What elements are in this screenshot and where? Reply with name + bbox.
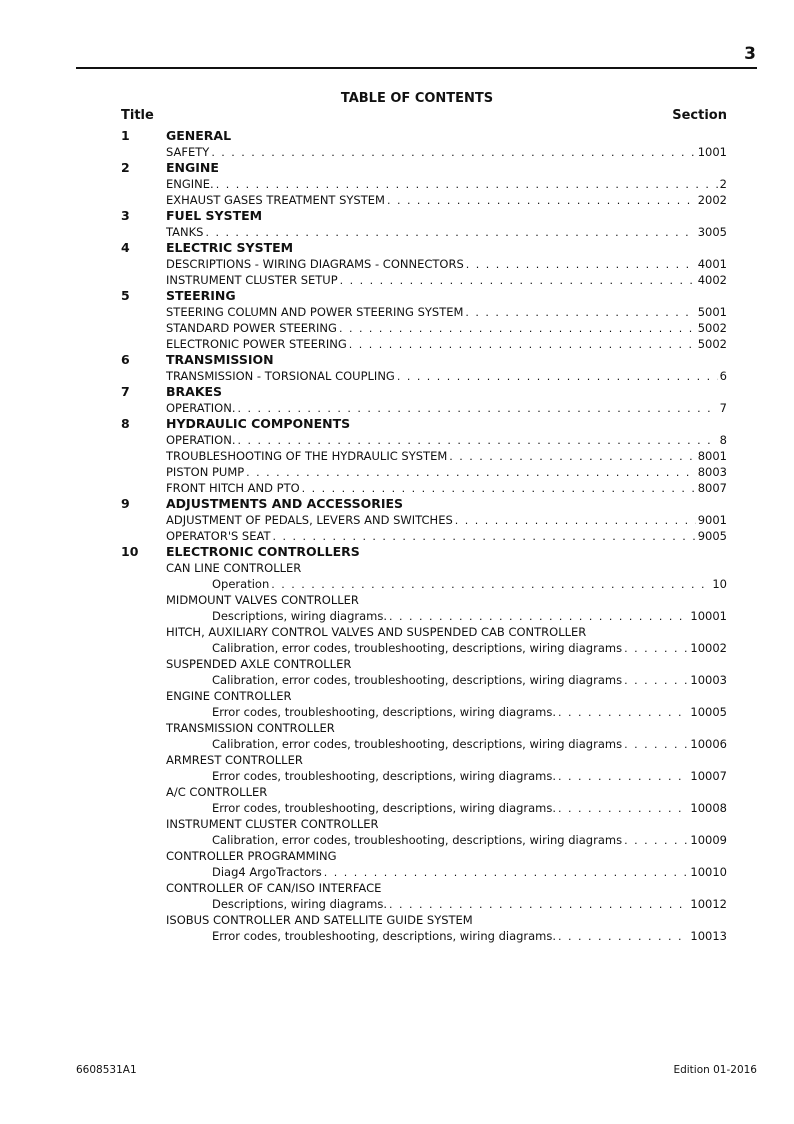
chapter-number: 1	[121, 128, 130, 143]
toc-entry-section: 10008	[690, 801, 727, 815]
dot-leader	[271, 577, 710, 592]
toc-entry-section: 8007	[697, 481, 727, 495]
toc-entry[interactable]	[212, 704, 727, 720]
toc-entry-label: TRANSMISSION - TORSIONAL COUPLING	[166, 369, 395, 383]
chapter-title: ENGINE	[166, 160, 219, 175]
chapter-heading	[0, 352, 794, 368]
chapter-title: ELECTRIC SYSTEM	[166, 240, 294, 255]
dot-leader	[216, 177, 718, 192]
toc-entry-section: 10013	[690, 929, 727, 943]
dot-leader	[624, 641, 688, 656]
toc-entry-section: 7	[719, 401, 727, 415]
toc-entry[interactable]	[166, 464, 727, 480]
dot-leader	[211, 145, 695, 160]
toc-entry-section: 10007	[690, 769, 727, 783]
dot-leader	[237, 401, 717, 416]
chapter-title: ADJUSTMENTS AND ACCESSORIES	[166, 496, 404, 511]
dot-leader	[349, 337, 696, 352]
toc-entry-label: Descriptions, wiring diagrams.	[212, 897, 388, 911]
toc-entry-section: 10006	[690, 737, 727, 751]
toc-entry-section: 10005	[690, 705, 727, 719]
toc-entry[interactable]	[212, 672, 727, 688]
chapter-heading	[0, 160, 794, 176]
toc-entry-label: Diag4 ArgoTractors	[212, 865, 322, 879]
dot-leader	[624, 737, 688, 752]
toc-entry-label: Error codes, troubleshooting, descriptions, wiring diagrams.	[212, 929, 557, 943]
subgroup-heading: A/C CONTROLLER	[166, 785, 268, 799]
toc-entry[interactable]	[166, 336, 727, 352]
dot-leader	[340, 273, 696, 288]
dot-leader	[449, 449, 695, 464]
toc-entry-section: 8003	[697, 465, 727, 479]
toc-entry[interactable]	[212, 736, 727, 752]
dot-leader	[237, 433, 717, 448]
dot-leader	[466, 257, 696, 272]
chapter-number: 7	[121, 384, 130, 399]
dot-leader	[558, 705, 688, 720]
chapter-title: ELECTRONIC CONTROLLERS	[166, 544, 360, 559]
chapter-heading	[0, 384, 794, 400]
footer-doc-code: 6608531A1	[76, 1064, 137, 1076]
chapter-number: 10	[121, 544, 139, 559]
toc-entry-label: OPERATION.	[166, 433, 236, 447]
toc-entry-section: 8	[719, 433, 727, 447]
toc-entry-label: Error codes, troubleshooting, descriptions, wiring diagrams.	[212, 705, 557, 719]
chapter-heading	[0, 208, 794, 224]
subgroup-heading: CONTROLLER PROGRAMMING	[166, 849, 337, 863]
toc-entry-label: ADJUSTMENT OF PEDALS, LEVERS AND SWITCHES	[166, 513, 453, 527]
page-number: 3	[744, 44, 756, 64]
toc-entry-section: 5001	[697, 305, 727, 319]
toc-title: TABLE OF CONTENTS	[340, 91, 494, 106]
toc-entry[interactable]	[212, 864, 727, 880]
toc-entry-label: OPERATOR'S SEAT	[166, 529, 271, 543]
chapter-title: TRANSMISSION	[166, 352, 274, 367]
toc-entry-section: 6	[719, 369, 727, 383]
toc-entry-label: Error codes, troubleshooting, descriptions, wiring diagrams.	[212, 801, 557, 815]
toc-entry-section: 9005	[697, 529, 727, 543]
chapter-title: GENERAL	[166, 128, 232, 143]
toc-entry-label: Operation	[212, 577, 270, 591]
toc-entry-label: INSTRUMENT CLUSTER SETUP	[166, 273, 338, 287]
toc-entry[interactable]	[212, 896, 727, 912]
subgroup-heading: HITCH, AUXILIARY CONTROL VALVES AND SUSPENDED CAB CONTROLLER	[166, 625, 587, 639]
chapter-heading	[0, 128, 794, 144]
toc-entry[interactable]	[212, 800, 727, 816]
chapter-heading	[0, 240, 794, 256]
toc-entry-section: 10003	[690, 673, 727, 687]
dot-leader	[246, 465, 696, 480]
toc-entry-label: SAFETY	[166, 145, 210, 159]
toc-entry[interactable]	[166, 192, 727, 208]
toc-entry-section: 5002	[697, 321, 727, 335]
chapter-number: 2	[121, 160, 130, 175]
toc-entry-section: 10009	[690, 833, 727, 847]
dot-leader	[302, 481, 696, 496]
dot-leader	[324, 865, 689, 880]
toc-entry[interactable]	[212, 928, 727, 944]
subgroup-heading: INSTRUMENT CLUSTER CONTROLLER	[166, 817, 379, 831]
toc-entry-label: STEERING COLUMN AND POWER STEERING SYSTEM	[166, 305, 464, 319]
chapter-title: HYDRAULIC COMPONENTS	[166, 416, 351, 431]
toc-entry[interactable]	[166, 304, 727, 320]
toc-entry-section: 2	[719, 177, 727, 191]
toc-entry-label: FRONT HITCH AND PTO	[166, 481, 300, 495]
toc-entry-label: Error codes, troubleshooting, descriptions, wiring diagrams.	[212, 769, 557, 783]
subgroup-heading: SUSPENDED AXLE CONTROLLER	[166, 657, 352, 671]
toc-entry-section: 8001	[697, 449, 727, 463]
dot-leader	[558, 801, 688, 816]
toc-entry[interactable]	[166, 512, 727, 528]
toc-entry-section: 2002	[697, 193, 727, 207]
toc-entry-label: Descriptions, wiring diagrams.	[212, 609, 388, 623]
chapter-number: 5	[121, 288, 130, 303]
dot-leader	[387, 193, 696, 208]
dot-leader	[339, 321, 696, 336]
toc-entry-label: Calibration, error codes, troubleshooting, descriptions, wiring diagrams	[212, 641, 623, 655]
chapter-number: 3	[121, 208, 130, 223]
chapter-heading	[0, 288, 794, 304]
toc-entry-section: 3005	[697, 225, 727, 239]
toc-entry-label: TANKS	[166, 225, 204, 239]
dot-leader	[558, 929, 688, 944]
dot-leader	[558, 769, 688, 784]
toc-entry[interactable]	[166, 320, 727, 336]
toc-entry[interactable]	[166, 224, 727, 240]
toc-entry[interactable]	[166, 368, 727, 384]
toc-entry[interactable]	[166, 448, 727, 464]
dot-leader	[624, 673, 688, 688]
toc-entry[interactable]	[212, 640, 727, 656]
chapter-number: 4	[121, 240, 130, 255]
dot-leader	[624, 833, 688, 848]
toc-entry-section: 9001	[697, 513, 727, 527]
chapter-heading	[0, 496, 794, 512]
toc-entry-section: 4001	[697, 257, 727, 271]
toc-entry-section: 10010	[690, 865, 727, 879]
toc-entry-label: PISTON PUMP	[166, 465, 245, 479]
toc-entry[interactable]	[212, 576, 727, 592]
subgroup-heading: ARMREST CONTROLLER	[166, 753, 303, 767]
subgroup-heading: TRANSMISSION CONTROLLER	[166, 721, 335, 735]
toc-entry-label: EXHAUST GASES TREATMENT SYSTEM	[166, 193, 385, 207]
toc-entry-section: 10001	[690, 609, 727, 623]
footer-edition: Edition 01-2016	[673, 1064, 757, 1076]
toc-entry-section: 10002	[690, 641, 727, 655]
dot-leader	[389, 609, 688, 624]
toc-entry[interactable]	[166, 144, 727, 160]
chapter-number: 9	[121, 496, 130, 511]
toc-entry-label: Calibration, error codes, troubleshooting, descriptions, wiring diagrams	[212, 833, 623, 847]
toc-entry-label: DESCRIPTIONS - WIRING DIAGRAMS - CONNECTORS	[166, 257, 464, 271]
dot-leader	[465, 305, 695, 320]
toc-entry-label: ENGINE.	[166, 177, 214, 191]
toc-entry-label: TROUBLESHOOTING OF THE HYDRAULIC SYSTEM	[166, 449, 448, 463]
toc-entry-section: 10	[712, 577, 727, 591]
toc-entry-section: 4002	[697, 273, 727, 287]
chapter-number: 6	[121, 352, 130, 367]
subgroup-heading: ISOBUS CONTROLLER AND SATELLITE GUIDE SYSTEM	[166, 913, 473, 927]
toc-entry[interactable]	[166, 528, 727, 544]
subgroup-heading: CONTROLLER OF CAN/ISO INTERFACE	[166, 881, 382, 895]
chapter-title: FUEL SYSTEM	[166, 208, 263, 223]
toc-entry[interactable]	[212, 768, 727, 784]
dot-leader	[273, 529, 696, 544]
toc-entry[interactable]	[212, 608, 727, 624]
toc-entry[interactable]	[166, 400, 727, 416]
chapter-title: STEERING	[166, 288, 236, 303]
toc-entry-label: ELECTRONIC POWER STEERING	[166, 337, 347, 351]
chapter-heading	[0, 544, 794, 560]
subgroup-heading: CAN LINE CONTROLLER	[166, 561, 302, 575]
toc-entry-label: Calibration, error codes, troubleshooting, descriptions, wiring diagrams	[212, 737, 623, 751]
toc-entry-section: 5002	[697, 337, 727, 351]
dot-leader	[455, 513, 696, 528]
toc-entry[interactable]	[166, 480, 727, 496]
column-header-title: Title	[121, 108, 154, 123]
chapter-heading	[0, 416, 794, 432]
toc-list	[0, 128, 794, 944]
toc-entry-label: STANDARD POWER STEERING	[166, 321, 337, 335]
chapter-title: BRAKES	[166, 384, 223, 399]
column-header-section: Section	[672, 108, 727, 123]
subgroup-heading: ENGINE CONTROLLER	[166, 689, 292, 703]
toc-entry[interactable]	[166, 272, 727, 288]
toc-entry[interactable]	[166, 176, 727, 192]
toc-entry-label: Calibration, error codes, troubleshooting, descriptions, wiring diagrams	[212, 673, 623, 687]
toc-entry-section: 1001	[697, 145, 727, 159]
toc-entry-section: 10012	[690, 897, 727, 911]
toc-entry[interactable]	[166, 256, 727, 272]
chapter-number: 8	[121, 416, 130, 431]
dot-leader	[397, 369, 718, 384]
toc-entry[interactable]	[212, 832, 727, 848]
dot-leader	[389, 897, 688, 912]
dot-leader	[205, 225, 695, 240]
top-rule	[76, 67, 757, 69]
toc-entry-label: OPERATION.	[166, 401, 236, 415]
toc-entry[interactable]	[166, 432, 727, 448]
subgroup-heading: MIDMOUNT VALVES CONTROLLER	[166, 593, 359, 607]
